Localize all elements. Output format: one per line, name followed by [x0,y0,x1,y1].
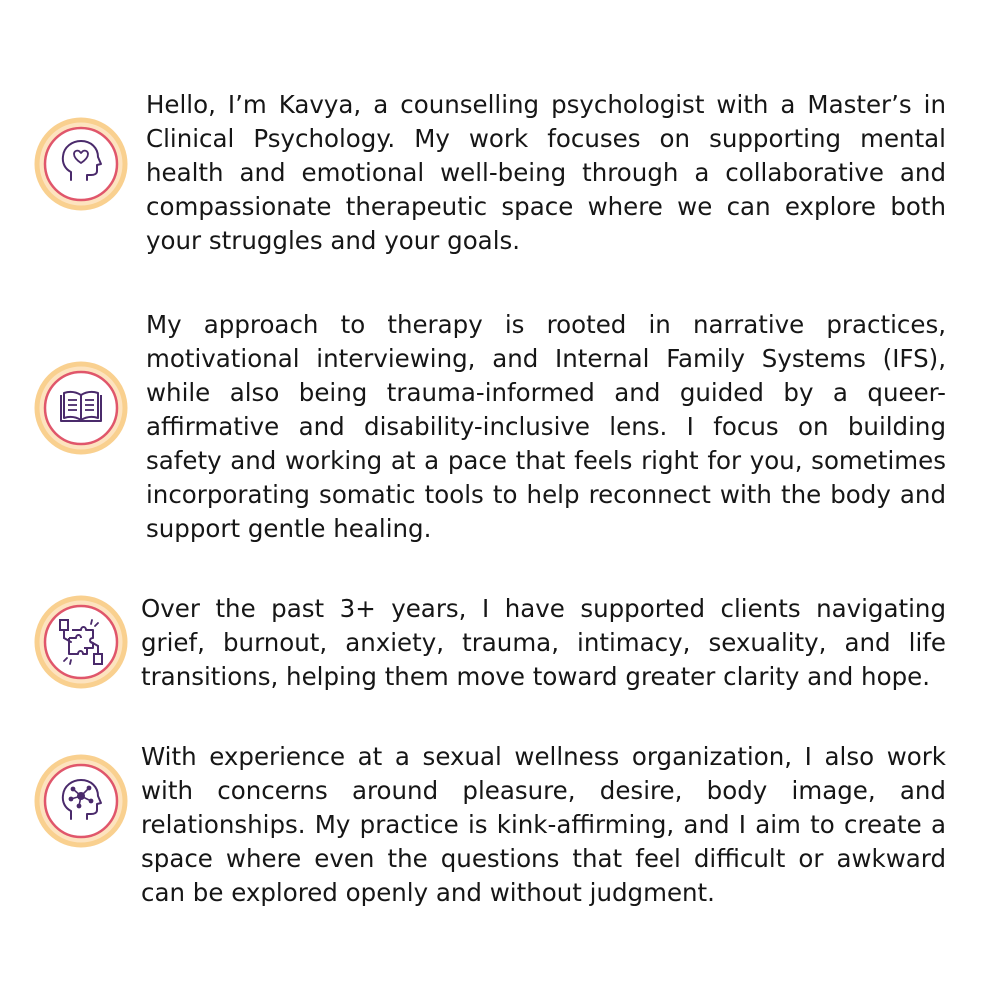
intro-paragraph: Hello, I’m Kavya, a counselling psychologist with a Master’s in Clinical Psychology. My work focuses on supporting mental health and emotional well-being through a collaborative and compassionate therapeutic space where we can explore both your struggles and your goals. [146,90,946,255]
approach-paragraph: My approach to therapy is rooted in narrative practices, motivational interviewing, and Internal Family Systems (IFS), while also being trauma-informed and guided by a queer-affirmative and disability-inclusive lens. I focus on building safety and working at a pace that feels right for you, sometimes incorporating somatic tools to help reconnect with the body and support gentle healing. [146,310,946,543]
head-heart-icon [31,114,131,214]
open-book-icon [31,358,131,458]
experience-paragraph: Over the past 3+ years, I have supported clients navigating grief, burnout, anxiety, trauma, intimacy, sexuality, and life transitions, helping them move toward greater clarity and hope. [141,594,946,691]
wellness-paragraph: With experience at a sexual wellness organization, I also work with concerns around pleasure, desire, body image, and relationships. My practice is kink-affirming, and I aim to create a space where even the questions that feel difficult or awkward can be explored openly and without judgment. [141,742,946,907]
puzzle-hands-icon [31,592,131,692]
head-network-icon [31,751,131,851]
